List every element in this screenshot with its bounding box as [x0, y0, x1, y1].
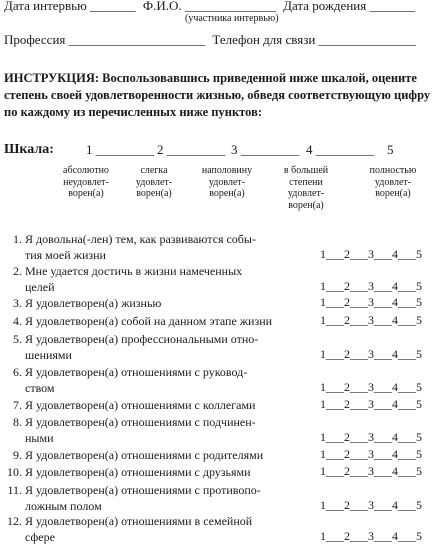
item-number: 5. [13, 332, 22, 346]
item-number: 9. [13, 448, 22, 462]
scale-category-2-line: слегка [140, 165, 168, 176]
item-number: 7. [13, 398, 22, 412]
name-label: Ф.И.О. [142, 0, 182, 13]
participant-hint: (участника интервью) [185, 13, 279, 24]
scale-category-3-line: наполовину [201, 165, 253, 176]
scale-number-1: 1 _________ [86, 142, 155, 157]
name-field[interactable]: ______________ [184, 0, 276, 13]
interview-date-label: Дата интервью [4, 0, 87, 13]
item-number: 4. [13, 314, 22, 328]
rating-scale-10[interactable]: 1___2___3___4___5 [320, 464, 422, 478]
birth-date-field[interactable]: _______ [369, 0, 415, 13]
list-item [4, 397, 304, 413]
list-item [4, 231, 304, 263]
scale-category-4-line: в большей [283, 165, 329, 176]
list-item [4, 364, 304, 396]
scale-category-1-line: абсолютно [63, 165, 109, 176]
item-number: 8. [13, 415, 22, 429]
item-number: 1. [13, 232, 22, 246]
item-text: Я удовлетворен(а) собой на данном этапе жизни [25, 314, 273, 328]
item-text-continued: сфере [25, 530, 55, 544]
instruction-text-1: Воспользовавшись приведенной ниже шкалой, оцените [102, 71, 417, 85]
scale-category-3-line: ворен(а) [209, 188, 245, 199]
scale-number-2: 2 _________ [157, 142, 226, 157]
scale-category-5 [358, 165, 428, 200]
instruction-title: ИНСТРУКЦИЯ: [4, 71, 100, 85]
rating-scale-9[interactable]: 1___2___3___4___5 [320, 447, 422, 461]
scale-category-1-line: ворен(а) [68, 188, 104, 199]
list-item [4, 414, 304, 446]
item-number: 2. [13, 264, 22, 278]
profession-row [4, 32, 416, 48]
item-number: 11. [7, 483, 22, 497]
scale-category-4-line: удовлет- [287, 188, 325, 199]
item-text: Я удовлетворен(а) профессиональными отно- [25, 332, 259, 346]
rating-scale-7[interactable]: 1___2___3___4___5 [320, 397, 422, 411]
item-text: Я удовлетворен(а) жизнью [25, 296, 162, 310]
item-text: Я удовлетворен(а) отношениями с руковод- [25, 365, 248, 379]
birth-date-label: Дата рождения [283, 0, 367, 13]
scale-category-3-line: удовлет- [208, 176, 246, 188]
phone-field[interactable]: _______________ [318, 32, 417, 47]
scale-category-5-line: удовлет- [374, 176, 412, 188]
rating-scale-5[interactable]: 1___2___3___4___5 [320, 347, 422, 361]
scale-number-5: 5 [387, 142, 394, 157]
list-item [4, 331, 304, 363]
item-text: Я удовлетворен(а) отношениями с коллегами [25, 398, 256, 412]
scale-category-4-line: степени [289, 176, 323, 188]
scale-category-5-line: полностью [369, 165, 417, 176]
scale-category-5-line: ворен(а) [375, 188, 411, 199]
scale-number-3: 3 _________ [231, 142, 300, 157]
item-number: 10. [7, 465, 22, 479]
item-number: 6. [13, 365, 22, 379]
item-text: Я довольна(-лен) тем, как развиваются собы- [25, 232, 256, 246]
scale-category-2-line: удовлет- [135, 176, 173, 188]
interview-date-row [4, 0, 415, 14]
item-text: Я удовлетворен(а) отношениями с друзьями [25, 465, 251, 479]
scale-category-4-line: ворен(а) [288, 199, 324, 211]
list-item [4, 295, 304, 311]
instruction-line-3: по каждому из перечисленных ниже пунктов: [4, 105, 262, 119]
item-text: Я удовлетворен(а) отношениями с противопо- [25, 483, 261, 497]
scale-category-4 [274, 165, 338, 211]
scale-label: Шкала: [4, 142, 54, 157]
item-text-continued: тия моей жизни [25, 248, 106, 262]
scale-category-3 [192, 165, 262, 200]
scale-category-1-line: неудовлет- [63, 176, 109, 188]
instruction-line-2: степень своей удовлетворенности жизнью, обведя соответствующую цифру [4, 88, 431, 102]
item-text: Я удовлетворен(а) отношениями с родителями [25, 448, 264, 462]
list-item [4, 313, 304, 329]
item-text-continued: шениями [25, 348, 72, 362]
item-text: Мне удается достичь в жизни намеченных [25, 264, 243, 278]
instruction-line-1 [4, 70, 434, 87]
rating-scale-11[interactable]: 1___2___3___4___5 [320, 498, 422, 512]
item-text: Я удовлетворен(а) отношениями в семейной [25, 514, 253, 528]
rating-scale-4[interactable]: 1___2___3___4___5 [320, 313, 422, 327]
rating-scale-1[interactable]: 1___2___3___4___5 [320, 247, 422, 261]
scale-number-4: 4 _________ [306, 142, 375, 157]
rating-scale-8[interactable]: 1___2___3___4___5 [320, 430, 422, 444]
list-item [4, 263, 304, 295]
scale-category-2-line: ворен(а) [136, 188, 172, 199]
scale-category-1 [54, 165, 118, 200]
rating-scale-12[interactable]: 1___2___3___4___5 [320, 529, 422, 543]
scale-category-2 [124, 165, 184, 200]
item-text-continued: ными [25, 431, 54, 445]
rating-scale-2[interactable]: 1___2___3___4___5 [320, 279, 422, 293]
item-text: Я удовлетворен(а) отношениями с подчинен- [25, 415, 256, 429]
list-item [4, 513, 304, 545]
item-text-continued: целей [25, 280, 55, 294]
instruction [4, 70, 434, 121]
list-item [4, 482, 304, 514]
item-text-continued: ложным полом [25, 499, 102, 513]
item-number: 3. [13, 296, 22, 310]
rating-scale-6[interactable]: 1___2___3___4___5 [320, 380, 422, 394]
phone-label: Телефон для связи [212, 32, 316, 47]
interview-date-field[interactable]: _______ [90, 0, 136, 13]
item-text-continued: ством [25, 381, 55, 395]
list-item [4, 447, 304, 463]
profession-label: Профессия [4, 32, 66, 47]
item-number: 12. [7, 514, 22, 528]
rating-scale-3[interactable]: 1___2___3___4___5 [320, 295, 422, 309]
list-item [4, 464, 304, 480]
profession-field[interactable]: _____________________ [68, 32, 206, 47]
